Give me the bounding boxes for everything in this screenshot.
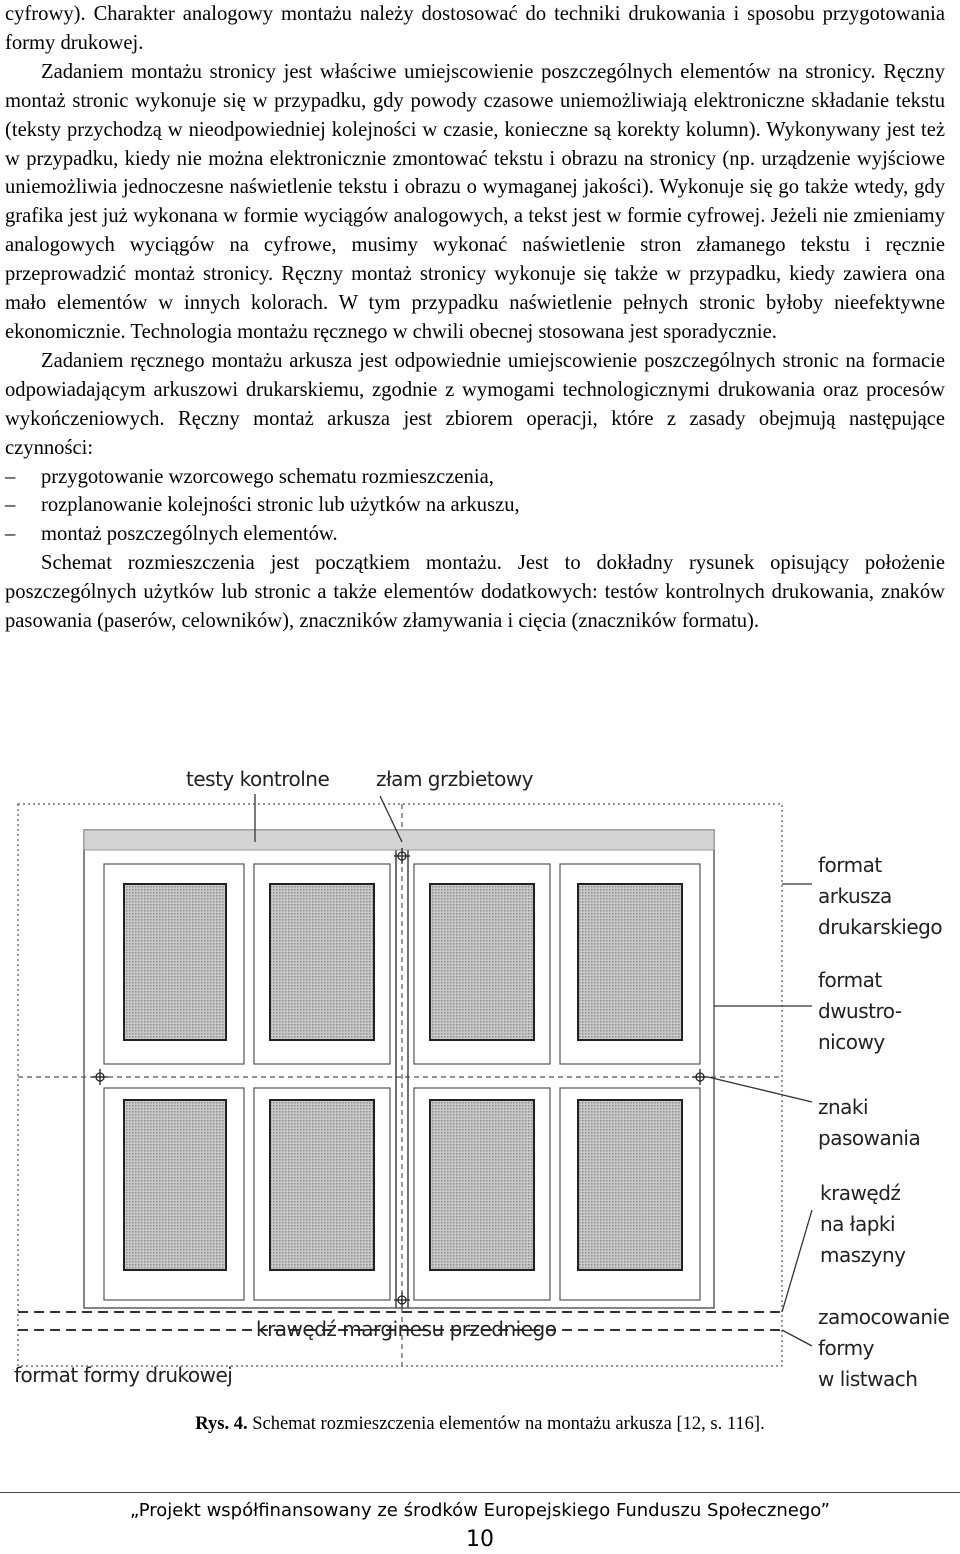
list-item-text: przygotowanie wzorcowego schematu rozmieszczenia,	[41, 465, 494, 488]
footer-text: „Projekt współfinansowany ze środków Europejskiego Funduszu Społecznego”	[130, 1500, 830, 1521]
list-item	[5, 491, 945, 520]
list-item	[5, 463, 945, 492]
figure-caption	[0, 1414, 960, 1435]
footer-rule	[0, 1492, 960, 1493]
page-content-block	[124, 1100, 226, 1270]
dash-bullet: –	[5, 523, 16, 546]
page-content-block	[578, 884, 682, 1040]
label-registration-marks: znaki pasowania	[818, 1095, 921, 1150]
dash-bullet: –	[5, 494, 16, 517]
page-content-block	[578, 1100, 682, 1270]
registration-mark	[92, 1069, 108, 1085]
label-spine-fold: złam grzbietowy	[376, 767, 534, 791]
page-number: 10	[466, 1527, 494, 1552]
registration-mark	[692, 1069, 708, 1085]
label-sheet-format: format arkusza drukarskiego	[818, 853, 943, 939]
label-form-mounting: zamocowanie formy w listwach	[818, 1305, 950, 1391]
page-content-block	[270, 884, 374, 1040]
label-double-page-format: format dwustro- nicowy	[818, 968, 902, 1054]
caption-text: Schemat rozmieszczenia elementów na montażu arkusza [12, s. 116].	[247, 1414, 765, 1434]
label-gripper-edge: krawędź na łapki maszyny	[820, 1181, 906, 1267]
imposition-diagram	[0, 760, 960, 1400]
page-content-block	[430, 884, 534, 1040]
dash-bullet: –	[5, 465, 16, 488]
page-content-block	[270, 1100, 374, 1270]
body-text	[5, 0, 945, 636]
paragraph-1: cyfrowy). Charakter analogowy montażu należy dostosować do techniki drukowania i sposobu przygotowania formy drukowej.	[5, 3, 945, 54]
page-content-block	[430, 1100, 534, 1270]
control-test-strip	[84, 830, 714, 850]
label-control-tests: testy kontrolne	[186, 767, 330, 791]
list-item	[5, 520, 945, 549]
paragraph-2: Zadaniem montażu stronicy jest właściwe umiejscowienie poszczególnych elementów na stronicy. Ręczny montaż stronic wykonuje się w przypadku, gdy powody czasowe uniemożliwiają elektroniczne składanie tekstu (teksty przychodzą w nieodpowiedniej kolejności w czasie, konieczne są korekty kolumn). Wykonywany jest też w przypadku, kiedy nie można elektronicznie zmontować tekstu i obrazu na stronicy (np. urządzenie wyjściowe uniemożliwia jednoczesne naświetlenie tekstu i obrazu o wymaganej jakości). Wykonuje się go także wtedy, gdy grafika jest już wykonana w formie wyciągów analogowych, a tekst jest w formie cyfrowej. Jeżeli nie zmieniamy analogowych wyciągów na cyfrowe, musimy wykonać naświetlenie stron złamanego tekstu i ręcznie przeprowadzić montaż stronicy. Ręczny montaż stronicy wykonuje się także w przypadku, kiedy zawiera ona mało elementów w innych kolorach. W tym przypadku naświetlenie pełnych stronic byłoby nieefektywne ekonomicznie. Technologia montażu ręcznego w chwili obecnej stosowana jest sporadycznie.	[5, 60, 945, 343]
paragraph-3: Zadaniem ręcznego montażu arkusza jest odpowiednie umiejscowienie poszczególnych stronic na formacie odpowiadającym arkuszowi drukarskiemu, zgodnie z wymogami technologicznymi drukowania oraz procesów wykończeniowych. Ręczny montaż arkusza jest zbiorem operacji, które z zasady obejmują następujące czynności:	[5, 349, 945, 459]
list-item-text: rozplanowanie kolejności stronic lub użytków na arkuszu,	[41, 494, 520, 517]
page-content-block	[124, 884, 226, 1040]
paragraph-4: Schemat rozmieszczenia jest początkiem montażu. Jest to dokładny rysunek opisujący położenie poszczególnych użytków lub stronic a także elementów dodatkowych: testów kontrolnych drukowania, znaków pasowania (paserów, celowników), znaczników złamywania i cięcia (znaczników formatu).	[5, 552, 945, 633]
list-item-text: montaż poszczególnych elementów.	[41, 523, 338, 546]
label-printing-form-format: format formy drukowej	[14, 1363, 233, 1387]
caption-label: Rys. 4.	[195, 1414, 248, 1434]
label-front-margin-edge: krawędź marginesu przedniego	[256, 1317, 557, 1341]
diagram-drawing	[0, 760, 960, 1400]
